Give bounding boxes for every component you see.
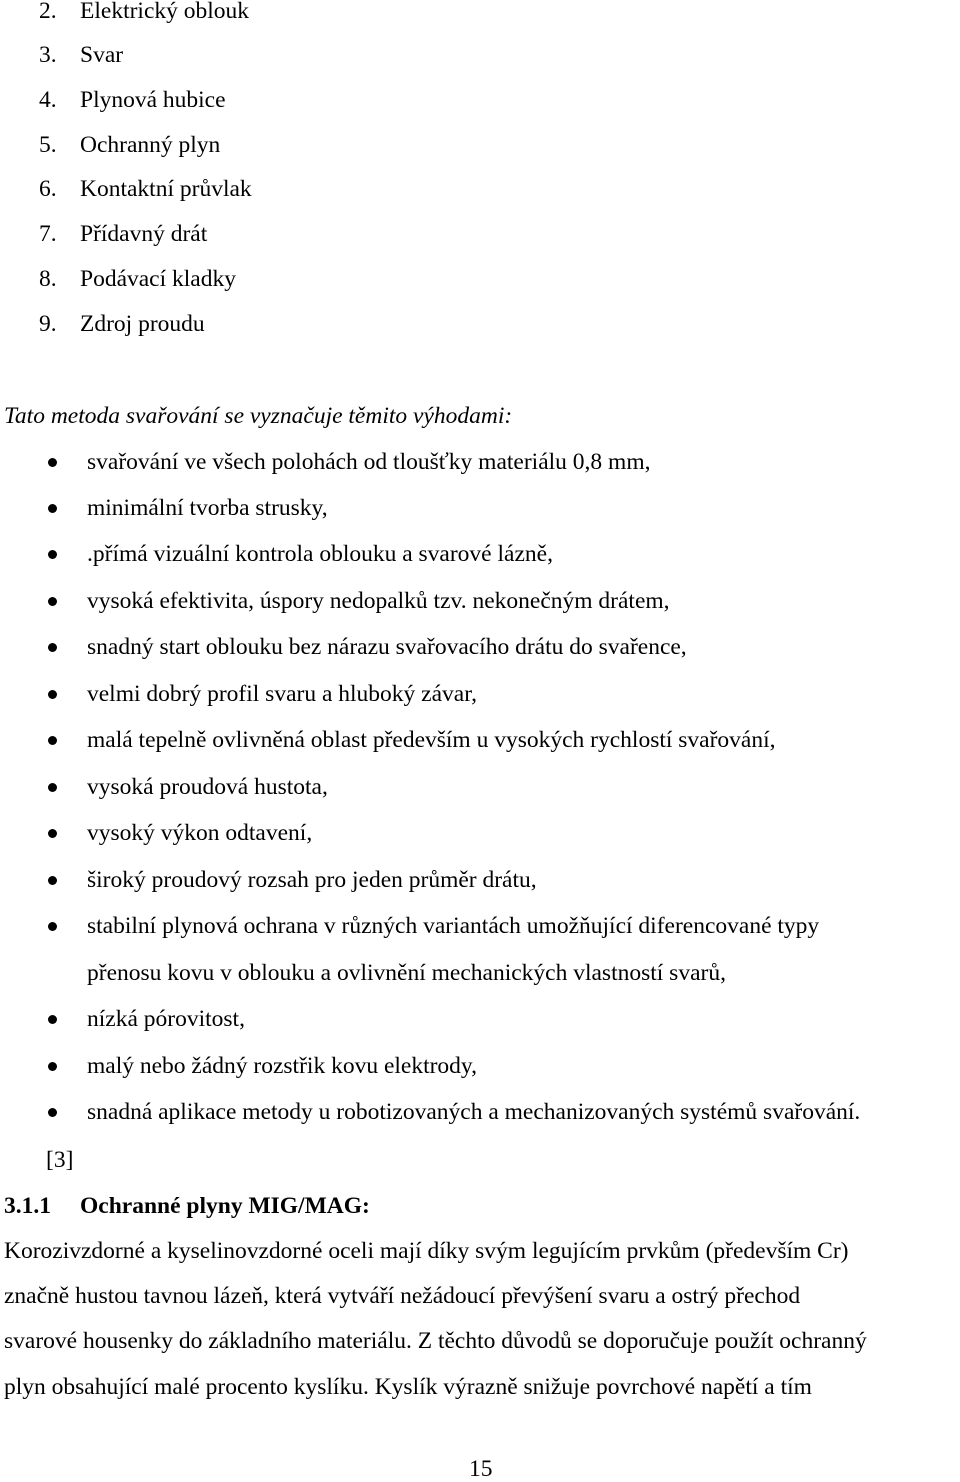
list-number: 2.	[39, 0, 57, 24]
list-item: stabilní plynová ochrana v různých variantách umožňující diferencované typy	[87, 913, 820, 939]
bullet-icon	[48, 876, 57, 885]
list-item: vysoký výkon odtavení,	[87, 820, 313, 846]
list-item: malý nebo žádný rozstřik kovu elektrody,	[87, 1053, 478, 1079]
advantages-intro: Tato metoda svařování se vyznačuje těmito výhodami:	[4, 403, 513, 429]
section-title: Ochranné plyny MIG/MAG:	[80, 1193, 370, 1219]
bullet-icon	[48, 643, 57, 652]
list-item: minimální tvorba strusky,	[87, 495, 328, 521]
paragraph-line: Korozivzdorné a kyselinovzdorné oceli mají díky svým legujícím prvkům (především Cr)	[4, 1238, 849, 1264]
list-item: snadná aplikace metody u robotizovaných a mechanizovaných systémů svařování.	[87, 1099, 861, 1125]
list-item-text: Plynová hubice	[80, 87, 226, 113]
list-item: svařování ve všech polohách od tloušťky materiálu 0,8 mm,	[87, 449, 651, 475]
paragraph-line: plyn obsahující malé procento kyslíku. Kyslík výrazně snižuje povrchové napětí a tím	[4, 1374, 812, 1400]
list-item-text: Svar	[80, 42, 124, 68]
list-number: 5.	[39, 132, 57, 158]
bullet-icon	[48, 1062, 57, 1071]
list-number: 9.	[39, 311, 57, 337]
citation: [3]	[46, 1147, 74, 1173]
bullet-icon	[48, 829, 57, 838]
page-number: 15	[469, 1456, 493, 1482]
bullet-icon	[48, 922, 57, 931]
list-item-text: Podávací kladky	[80, 266, 236, 292]
list-item: široký proudový rozsah pro jeden průměr drátu,	[87, 867, 537, 893]
list-number: 6.	[39, 176, 57, 202]
list-item: .přímá vizuální kontrola oblouku a svarové lázně,	[87, 541, 553, 567]
section-number: 3.1.1	[4, 1193, 51, 1219]
list-number: 4.	[39, 87, 57, 113]
list-item: malá tepelně ovlivněná oblast především u vysokých rychlostí svařování,	[87, 727, 776, 753]
bullet-icon	[48, 736, 57, 745]
bullet-icon	[48, 597, 57, 606]
list-item: nízká pórovitost,	[87, 1006, 245, 1032]
list-item: vysoká proudová hustota,	[87, 774, 328, 800]
list-number: 7.	[39, 221, 57, 247]
list-item-text: Elektrický oblouk	[80, 0, 250, 24]
list-item-text: Ochranný plyn	[80, 132, 221, 158]
list-item: velmi dobrý profil svaru a hluboký závar,	[87, 681, 477, 707]
bullet-icon	[48, 690, 57, 699]
paragraph-line: svarové housenky do základního materiálu. Z těchto důvodů se doporučuje použít ochranný	[4, 1328, 867, 1354]
bullet-icon	[48, 458, 57, 467]
bullet-icon	[48, 1108, 57, 1117]
list-item-text: Zdroj proudu	[80, 311, 205, 337]
bullet-icon	[48, 1015, 57, 1024]
bullet-icon	[48, 504, 57, 513]
list-item-text: Přídavný drát	[80, 221, 208, 247]
bullet-icon	[48, 783, 57, 792]
list-item-text: Kontaktní průvlak	[80, 176, 252, 202]
list-item: vysoká efektivita, úspory nedopalků tzv. nekonečným drátem,	[87, 588, 670, 614]
list-item-continuation: přenosu kovu v oblouku a ovlivnění mechanických vlastností svarů,	[87, 960, 726, 986]
paragraph-line: značně hustou tavnou lázeň, která vytváří nežádoucí převýšení svaru a ostrý přechod	[4, 1283, 801, 1309]
list-number: 8.	[39, 266, 57, 292]
bullet-icon	[48, 550, 57, 559]
list-number: 3.	[39, 42, 57, 68]
list-item: snadný start oblouku bez nárazu svařovacího drátu do svařence,	[87, 634, 687, 660]
